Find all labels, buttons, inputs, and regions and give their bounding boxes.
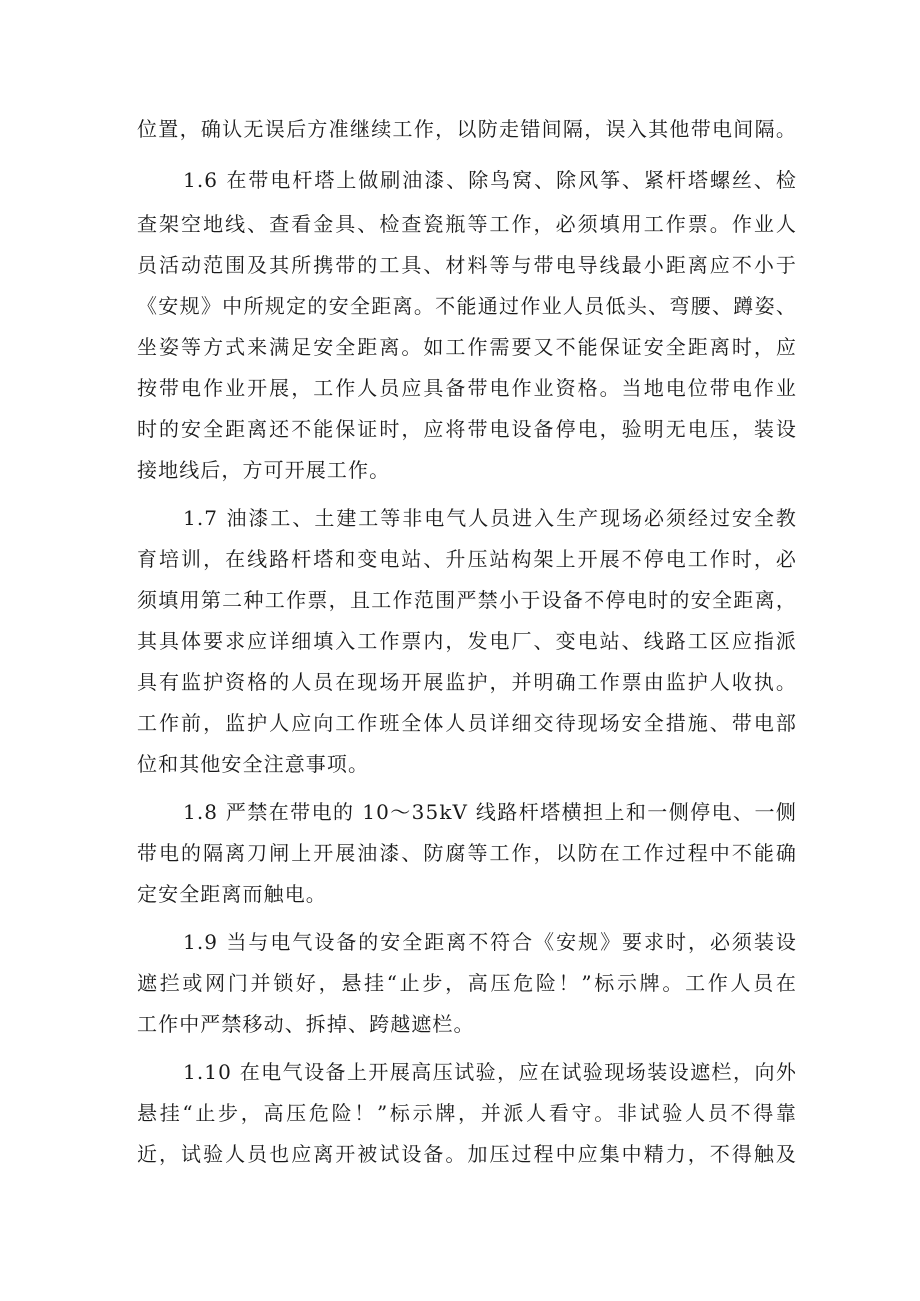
text-line: 接地线后，方可开展工作。 bbox=[137, 458, 391, 482]
text-line: 查架空地线、查看金具、检查瓷瓶等工作，必须填用工作票。作业人 bbox=[137, 212, 797, 236]
text-line: 育培训，在线路杆塔和变电站、升压站构架上开展不停电工作时，必 bbox=[137, 547, 797, 571]
text-line: 时的安全距离还不能保证时，应将带电设备停电，验明无电压，装设 bbox=[137, 417, 797, 441]
text-line: 工作前，监护人应向工作班全体人员详细交待现场安全措施、带电部 bbox=[137, 711, 797, 735]
text-line: 按带电作业开展，工作人员应具备带电作业资格。当地电位带电作业 bbox=[137, 376, 797, 400]
text-line: 《安规》中所规定的安全距离。不能通过作业人员低头、弯腰、蹲姿、 bbox=[137, 294, 797, 318]
text-line: 1.8 严禁在带电的 10～35kV 线路杆塔横担上和一侧停电、一侧 bbox=[183, 800, 797, 824]
text-line: 须填用第二种工作票，且工作范围严禁小于设备不停电时的安全距离， bbox=[137, 588, 797, 612]
text-line: 工作中严禁移动、拆掉、跨越遮栏。 bbox=[137, 1012, 475, 1036]
text-line: 1.9 当与电气设备的安全距离不符合《安规》要求时，必须装设 bbox=[183, 930, 797, 954]
text-line: 坐姿等方式来满足安全距离。如工作需要又不能保证安全距离时，应 bbox=[137, 335, 797, 359]
text-line: 定安全距离而触电。 bbox=[137, 882, 327, 906]
text-line: 悬挂“止步，高压危险！”标示牌，并派人看守。非试验人员不得靠 bbox=[137, 1101, 797, 1125]
text-line: 位置，确认无误后方准继续工作，以防走错间隔，误入其他带电间隔。 bbox=[137, 117, 797, 141]
text-line: 其具体要求应详细填入工作票内，发电厂、变电站、线路工区应指派 bbox=[137, 629, 797, 653]
text-line: 1.10 在电气设备上开展高压试验，应在试验现场装设遮栏，向外 bbox=[183, 1060, 797, 1084]
text-line: 位和其他安全注意事项。 bbox=[137, 752, 370, 776]
text-line: 员活动范围及其所携带的工具、材料等与带电导线最小距离应不小于 bbox=[137, 253, 797, 277]
text-line: 1.6 在带电杆塔上做刷油漆、除鸟窝、除风筝、紧杆塔螺丝、检 bbox=[183, 168, 797, 192]
text-line: 遮拦或网门并锁好，悬挂“止步，高压危险！”标示牌。工作人员在 bbox=[137, 971, 797, 995]
text-line: 具有监护资格的人员在现场开展监护，并明确工作票由监护人收执。 bbox=[137, 670, 797, 694]
text-line: 1.7 油漆工、土建工等非电气人员进入生产现场必须经过安全教 bbox=[183, 506, 797, 530]
text-line: 带电的隔离刀闸上开展油漆、防腐等工作，以防在工作过程中不能确 bbox=[137, 841, 797, 865]
text-line: 近，试验人员也应离开被试设备。加压过程中应集中精力，不得触及 bbox=[137, 1142, 797, 1166]
